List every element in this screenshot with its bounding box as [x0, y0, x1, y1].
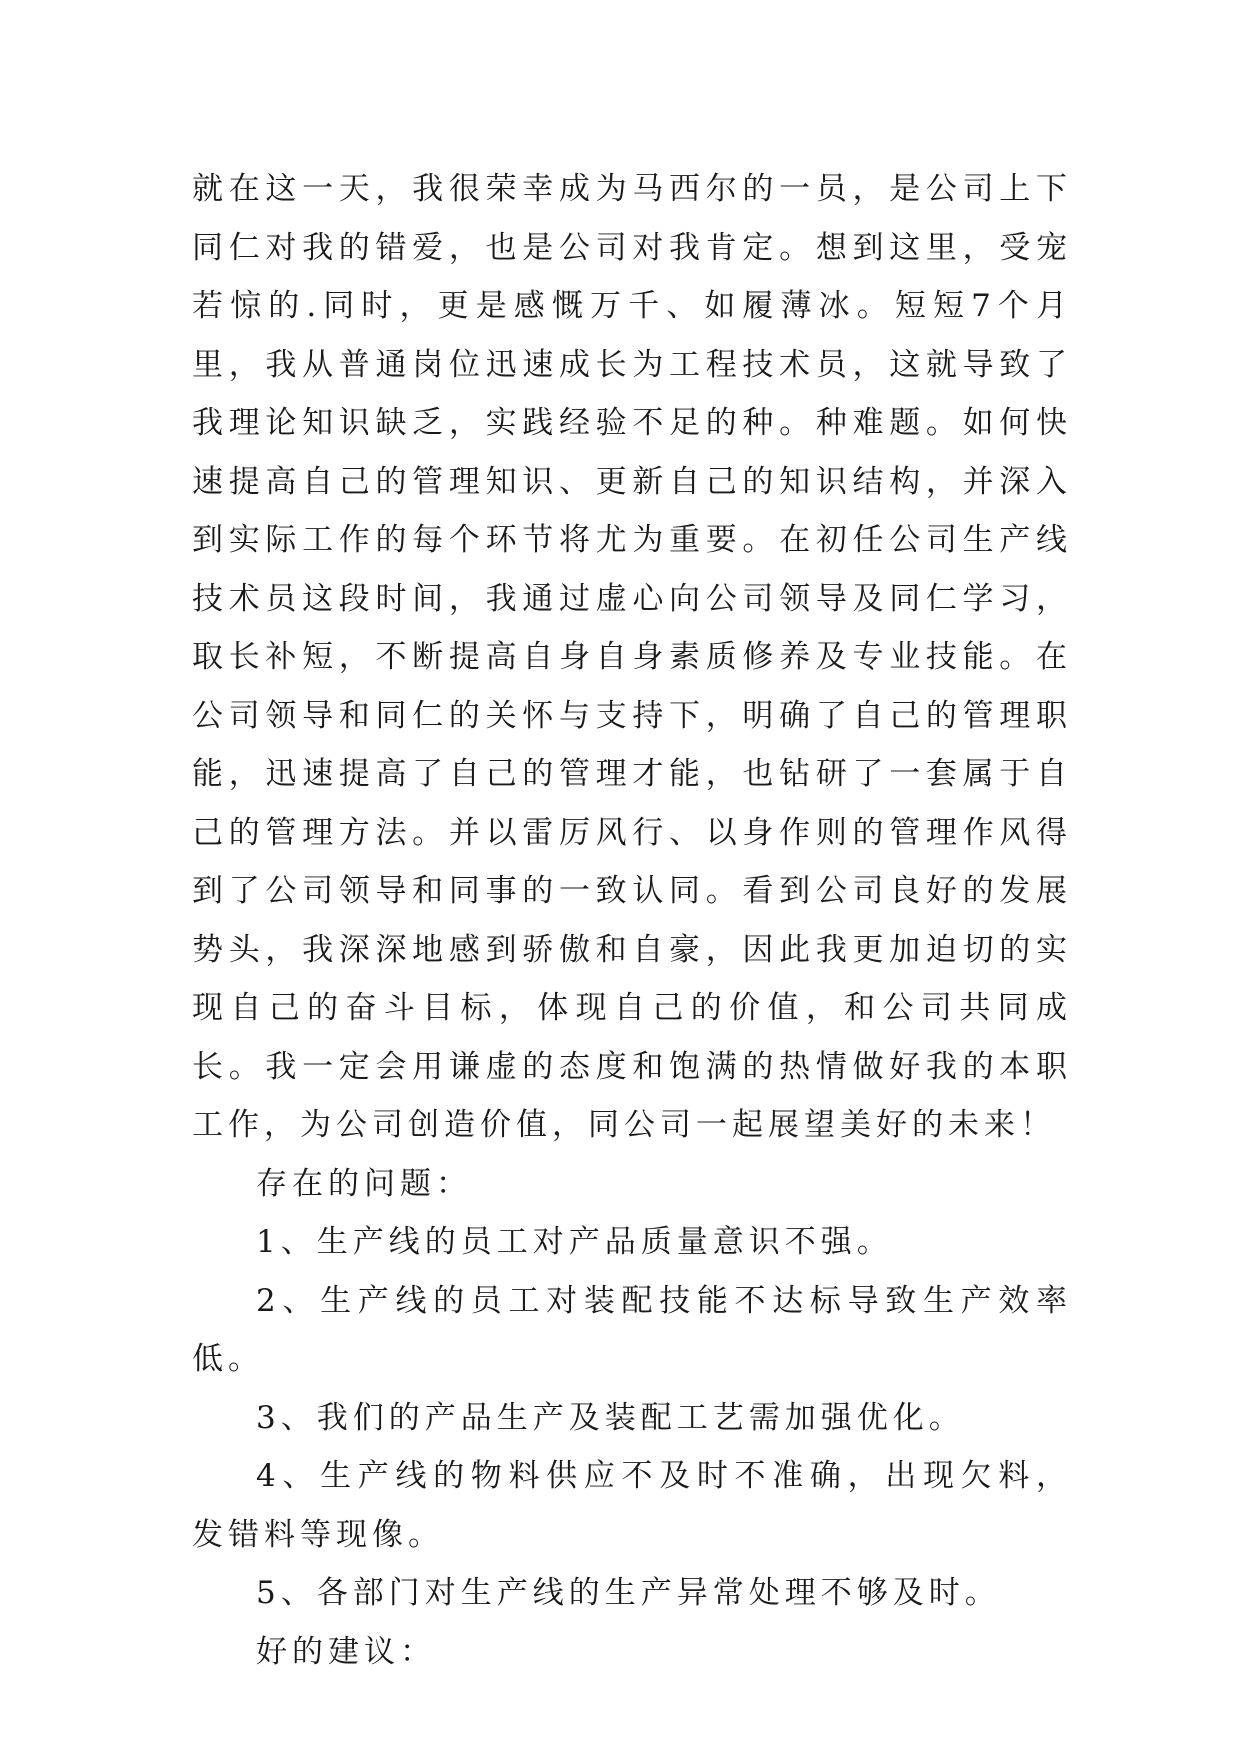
problem-item-4: 4、生产线的物料供应不及时不准确，出现欠料，发错料等现像。 — [192, 1458, 1072, 1553]
problem-item-5: 5、各部门对生产线的生产异常处理不够及时。 — [256, 1575, 1001, 1611]
problem-item-1: 1、生产线的员工对产品质量意识不强。 — [256, 1224, 893, 1260]
document-body — [192, 160, 1072, 1681]
suggestions-heading: 好的建议： — [256, 1633, 436, 1670]
problem-item-2: 2、生产线的员工对装配技能不达标导致生产效率低。 — [192, 1282, 1072, 1377]
intro-paragraph: 就在这一天，我很荣幸成为马西尔的一员，是公司上下同仁对我的错爱，也是公司对我肯定。想到这里，受宠若惊的.同时，更是感慨万千、如履薄冰。短短7个月里，我从普通岗位迅速成长为工程技术员，这就导致了我理论知识缺乏，实践经验不足的种。种难题。如何快速提高自己的管理知识、更新自己的知识结构，并深入到实际工作的每个环节将尤为重要。在初任公司生产线技术员这段时间，我通过虚心向公司领导及同仁学习，取长补短，不断提高自身自身素质修养及专业技能。在公司领导和同仁的关怀与支持下，明确了自己的管理职能，迅速提高了自己的管理才能，也钻研了一套属于自己的管理方法。并以雷厉风行、以身作则的管理作风得到了公司领导和同事的一致认同。看到公司良好的发展势头，我深深地感到骄傲和自豪，因此我更加迫切的实现自己的奋斗目标，体现自己的价值，和公司共同成长。我一定会用谦虚的态度和饱满的热情做好我的本职工作，为公司创造价值，同公司一起展望美好的未来！ — [192, 171, 1072, 1143]
problem-item-3: 3、我们的产品生产及装配工艺需加强优化。 — [256, 1399, 965, 1436]
problems-heading: 存在的问题： — [256, 1165, 472, 1202]
